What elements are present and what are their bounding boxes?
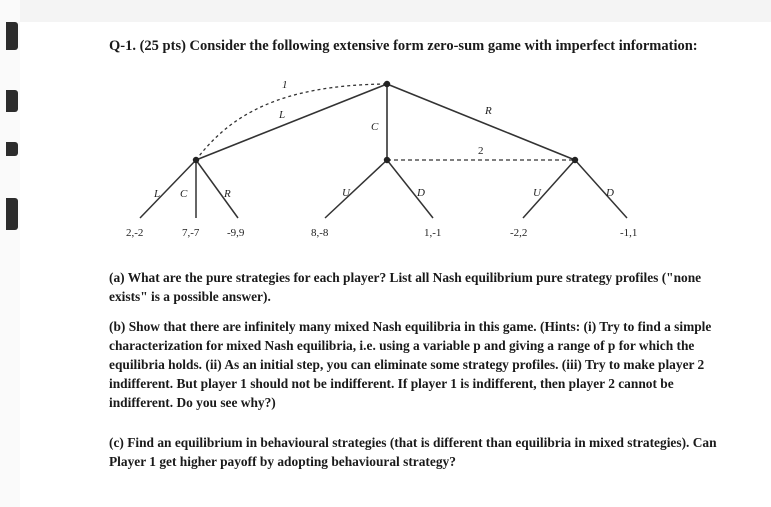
center-edge-d [387, 160, 433, 218]
game-tree [100, 60, 660, 245]
center-action-u: U [342, 187, 350, 199]
right-node [572, 157, 578, 163]
left-action-c: C [180, 188, 188, 200]
right-edge-u [523, 160, 575, 218]
left-edge-l [140, 160, 196, 218]
player2-label: 2 [478, 145, 484, 157]
player1-label: 1 [282, 79, 288, 91]
top-strip [0, 0, 771, 22]
payoff-1: 2,-2 [126, 227, 144, 239]
right-action-u: U [533, 187, 541, 199]
left-action-r: R [224, 188, 231, 200]
left-node [193, 157, 199, 163]
edge-mark [6, 142, 18, 156]
right-edge-d [575, 160, 627, 218]
root-action-r: R [485, 105, 492, 117]
payoff-2: 7,-7 [182, 227, 200, 239]
root-node [384, 81, 390, 87]
left-edge-r [196, 160, 238, 218]
left-action-l: L [154, 188, 161, 200]
payoff-3: -9,9 [227, 227, 245, 239]
center-node [384, 157, 390, 163]
question-heading: Q-1. (25 pts) Consider the following extensive form zero-sum game with imperfect information: [109, 38, 698, 54]
center-action-d: D [417, 187, 425, 199]
center-edge-u [325, 160, 387, 218]
left-edge [0, 0, 20, 507]
root-action-l: L [279, 109, 286, 121]
question-part-c: (c) Find an equilibrium in behavioural strategies (that is different than equilibria in mixed strategies). Can Player 1 get higher payoff by adopting behavioural strategy? [109, 435, 717, 469]
question-part-a: (a) What are the pure strategies for each player? List all Nash equilibrium pure strategy profiles ("none exists" is a possible answer). [109, 270, 702, 304]
root-action-c: C [371, 121, 379, 133]
payoff-4: 8,-8 [311, 227, 329, 239]
root-edge-left [196, 84, 387, 160]
payoff-6: -2,2 [510, 227, 528, 239]
edge-mark [6, 90, 18, 112]
question-part-b: (b) Show that there are infinitely many mixed Nash equilibria in this game. (Hints: (i) Try to find a simple characterization for mixed Nash equilibria, i.e. using a variable p and giving a range of p for which the equilibria holds. (ii) As an initial step, you can eliminate some strategy profiles. (iii) Try to make player 2 indifferent. But player 1 should not be indifferent. If player 1 is indifferent, then player 2 cannot be indifferent. Do you see why?) [109, 319, 712, 410]
payoff-5: 1,-1 [424, 227, 442, 239]
edge-mark [6, 198, 18, 230]
edge-mark [6, 22, 18, 50]
payoff-7: -1,1 [620, 227, 638, 239]
right-action-d: D [606, 187, 614, 199]
